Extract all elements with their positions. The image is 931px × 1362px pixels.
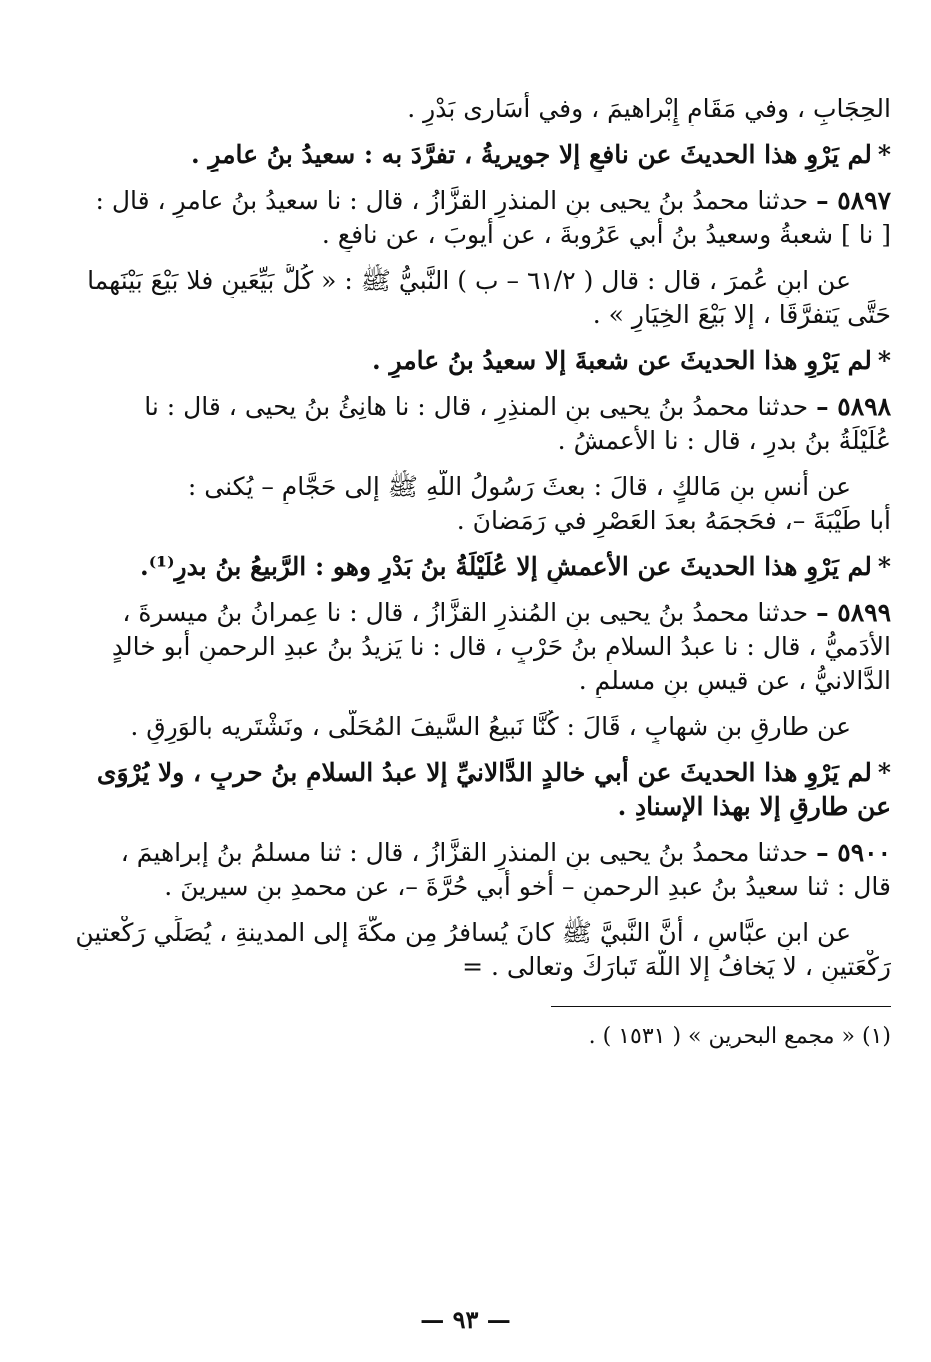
note-line (40, 550, 891, 584)
note-line (40, 138, 891, 172)
note-line-2: عن طارقٍ إلا بهذا الإسنادِ . (617, 792, 891, 821)
hadith-number: ٥٨٩٩ – (816, 598, 891, 627)
hadith-5900-line-3: عن ابنِ عبَّاسٍ ، أنَّ النَّبيَّ ﷺ كانَ يُسافرُ مِن مكَّةَ إلى المدينةِ ، يُصَلِّي رَكْعتينِ (75, 918, 851, 947)
hadith-5898-line-1 (40, 390, 891, 424)
hadith-5898-line-2: عُلَيْلَةُ بنُ بدرٍ ، قال : نا الأعمشُ . (557, 426, 891, 455)
hadith-text: حدثنا محمدُ بنُ يحيى بنِ المنذرِ القزَّازُ ، قال : نا سعيدُ بنُ عامرٍ ، قال : (95, 186, 809, 215)
note-text: لم يَرْوِ هذا الحديثَ عن نافعٍ إلا جويريةُ ، تفرَّدَ به : سعيدُ بنُ عامرٍ . (190, 140, 872, 169)
hadith-5899-line-2: الأَدَميُّ ، قال : نا عبدُ السلامِ بنُ حَرْبٍ ، قال : نا يَزيدُ بنُ عبدِ الرحمنِ أبو خالدٍ (111, 632, 891, 661)
hadith-5897-line-2: [ نا ] شعبةُ وسعيدُ بنُ أبي عَرُوبةَ ، عن أيوبَ ، عن نافعٍ . (321, 220, 891, 249)
footnote-divider (551, 1006, 891, 1007)
page-number: — ٩٣ — (420, 1305, 511, 1334)
hadith-5897-line-1 (40, 184, 891, 218)
hadith-5897-line-4: حَتَّى يَتفرَّقَا ، إلا بَيْعَ الخِيَارِ » . (592, 300, 891, 329)
hadith-5897-line-3: عن ابنِ عُمرَ ، قال : قال ( ٦١/٢ – ب ) النَّبيُّ ﷺ : « كُلُّ بَيِّعَينِ فلا بَيْعَ بَيْنَهما (87, 266, 851, 295)
hadith-number: ٥٩٠٠ – (816, 838, 891, 867)
asterisk-icon: * (877, 346, 891, 375)
hadith-5900-line-1 (40, 836, 891, 870)
hadith-5900-line-4: رَكْعَتينِ ، لا يَخافُ إلا اللَّهَ تَبارَكَ وتعالى . = (462, 952, 891, 981)
hadith-5899-line-1 (40, 596, 891, 630)
hadith-number: ٥٨٩٧ – (816, 186, 891, 215)
note-text: لم يَرْوِ هذا الحديثَ عن أبي خالدٍ الدَّالانيِّ إلا عبدُ السلامِ بنُ حربٍ ، ولا يُرْوَى (96, 758, 872, 787)
note-line (40, 756, 891, 790)
note-line (40, 344, 891, 378)
hadith-5900-line-2: قال : ثنا سعيدُ بنُ عبدِ الرحمنِ – أخو أبي حُرَّةَ –، عن محمدِ بنِ سيرينَ . (164, 872, 891, 901)
footnote: (١) « مجمع البحرين » ( ١٥٣١ ) . (588, 1024, 891, 1049)
hadith-5899-line-3: الدَّالانيُّ ، عن قيسِ بنِ مسلمٍ . (578, 666, 891, 695)
note-text: لم يَرْوِ هذا الحديثَ عن شعبةَ إلا سعيدُ بنُ عامرٍ . (372, 346, 872, 375)
hadith-5898-line-3: عن أنسِ بنِ مَالكٍ ، قالَ : بعثَ رَسُولُ اللَّهِ ﷺ إلى حَجَّامٍ – يُكنى : (187, 472, 851, 501)
hadith-text: حدثنا محمدُ بنُ يحيى بنِ المنذرِ القزَّازُ ، قال : ثنا مسلمُ بنُ إبراهيمَ ، (120, 838, 809, 867)
text-line: الحِجَابِ ، وفي مَقَامِ إِبْراهيمَ ، وفي أُسَارى بَدْرٍ . (407, 94, 891, 123)
asterisk-icon: * (877, 552, 891, 581)
hadith-text: حدثنا محمدُ بنُ يحيى بنِ المنذِرِ ، قال : نا هانِئُ بنُ يحيى ، قال : نا (144, 392, 809, 421)
hadith-5898-line-4: أَبا طَيْبَةَ –، فحَجمَهُ بعدَ العَصْرِ في رَمَضانَ . (456, 506, 891, 535)
hadith-text: حدثنا محمدُ بنُ يحيى بنِ المُنذرِ القزَّازُ ، قال : نا عِمرانُ بنُ ميسرةَ ، (122, 598, 809, 627)
asterisk-icon: * (877, 758, 891, 787)
note-text: لم يَرْوِ هذا الحديثَ عن الأعمشِ إلا عُلَيْلَةُ بنُ بَدْرٍ وهو : الرَّبيعُ بنُ بدرٍ⁽¹⁾. (139, 552, 872, 581)
asterisk-icon: * (877, 140, 891, 169)
hadith-number: ٥٨٩٨ – (816, 392, 891, 421)
hadith-5899-line-4: عن طارقِ بنِ شهابٍ ، قَالَ : كُنَّا نَبيعُ السَّيفَ المُحَلَّى ، ونَشْتَريه بالوَرِقِ . (130, 712, 851, 741)
